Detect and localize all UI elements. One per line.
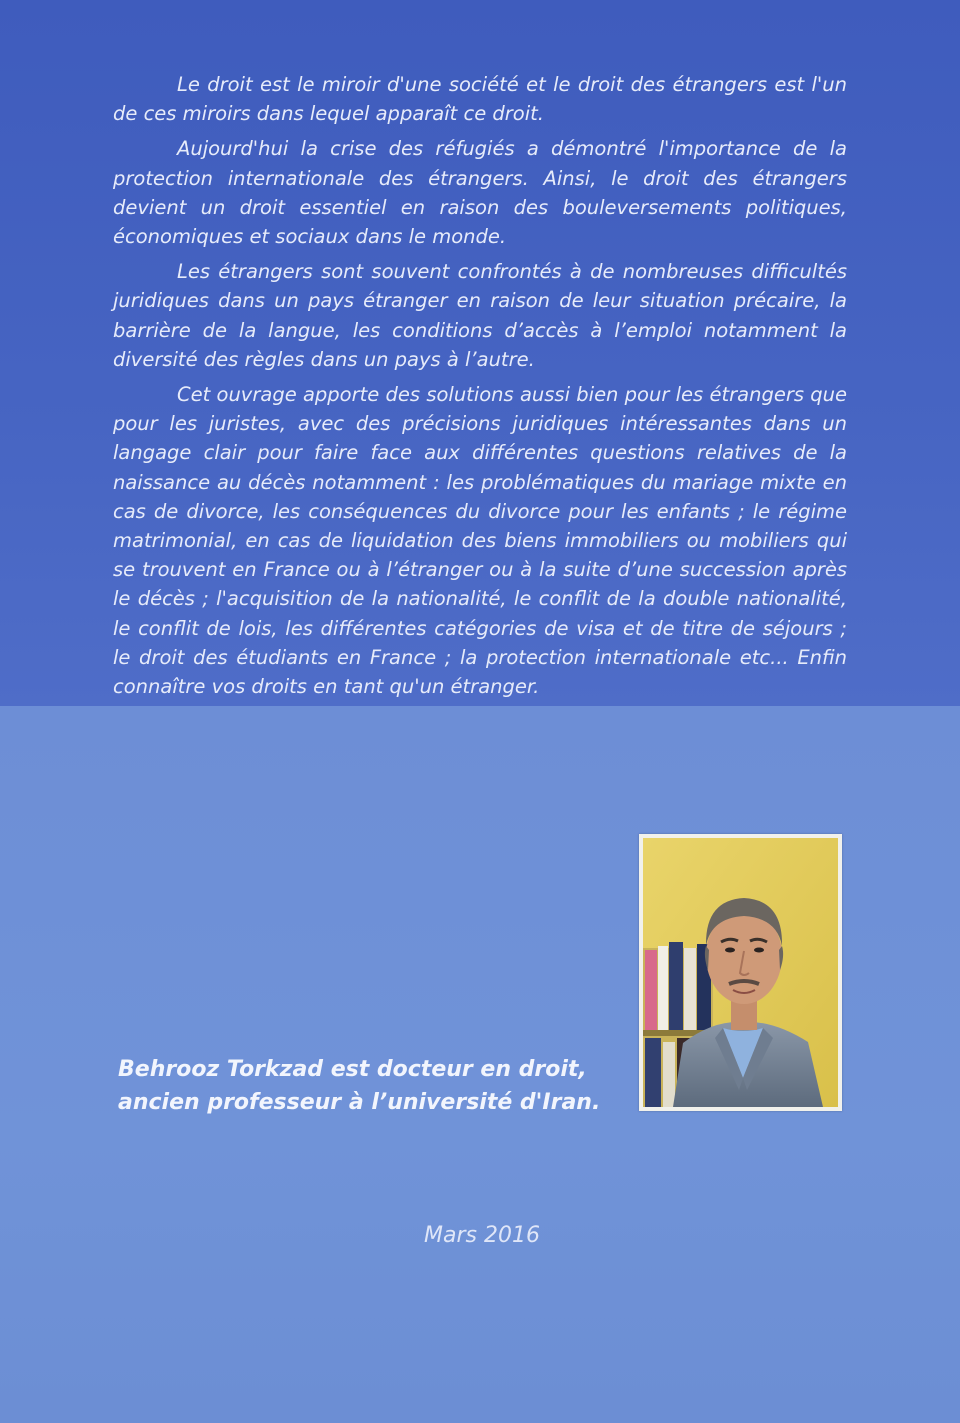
summary-paragraph-1: Le droit est le miroir d'une société et le droit des étrangers est l'un de ces miroirs dans lequel apparaît ce droit. (113, 73, 847, 126)
author-photo (639, 834, 842, 1111)
author-bio (118, 1053, 638, 1119)
author-portrait-illustration (643, 838, 838, 1107)
publication-date: Mars 2016 (424, 1223, 540, 1248)
author-bio-line-2: ancien professeur à l’université d'Iran. (118, 1090, 601, 1115)
summary-text (113, 70, 847, 707)
summary-paragraph-3: Les étrangers sont souvent confrontés à de nombreuses difficultés juridiques dans un pays étranger en raison de leur situation précaire, la barrière de la langue, les conditions d’accès à l’emploi notamment la diversité des règles dans un pays à l’autre. (113, 260, 847, 371)
summary-paragraph-4: Cet ouvrage apporte des solutions aussi bien pour les étrangers que pour les juristes, avec des précisions juridiques intéressantes dans un langage clair pour faire face aux différentes questions relatives de la naissance au décès notamment : les problématiques du mariage mixte en cas de divorce, les conséquences du divorce pour les enfants ; le régime matrimonial, en cas de liquidation des biens immobiliers ou mobiliers qui se trouvent en France ou à l’étranger ou à la suite d’une succession après le décès ; l'acquisition de la nationalité, le conflit de la double nationalité, le conflit de lois, les différentes catégories de visa et de titre de séjours ; le droit des étudiants en France ; la protection internationale etc... Enfin connaître vos droits en tant qu'un étranger. (113, 383, 847, 699)
summary-paragraph-2: Aujourd'hui la crise des réfugiés a démontré l'importance de la protection internationale des étrangers. Ainsi, le droit des étrangers devient un droit essentiel en raison des bouleversements politiques, économiques et sociaux dans le monde. (113, 137, 847, 249)
author-bio-line-1: Behrooz Torkzad est docteur en droit, (118, 1057, 587, 1082)
